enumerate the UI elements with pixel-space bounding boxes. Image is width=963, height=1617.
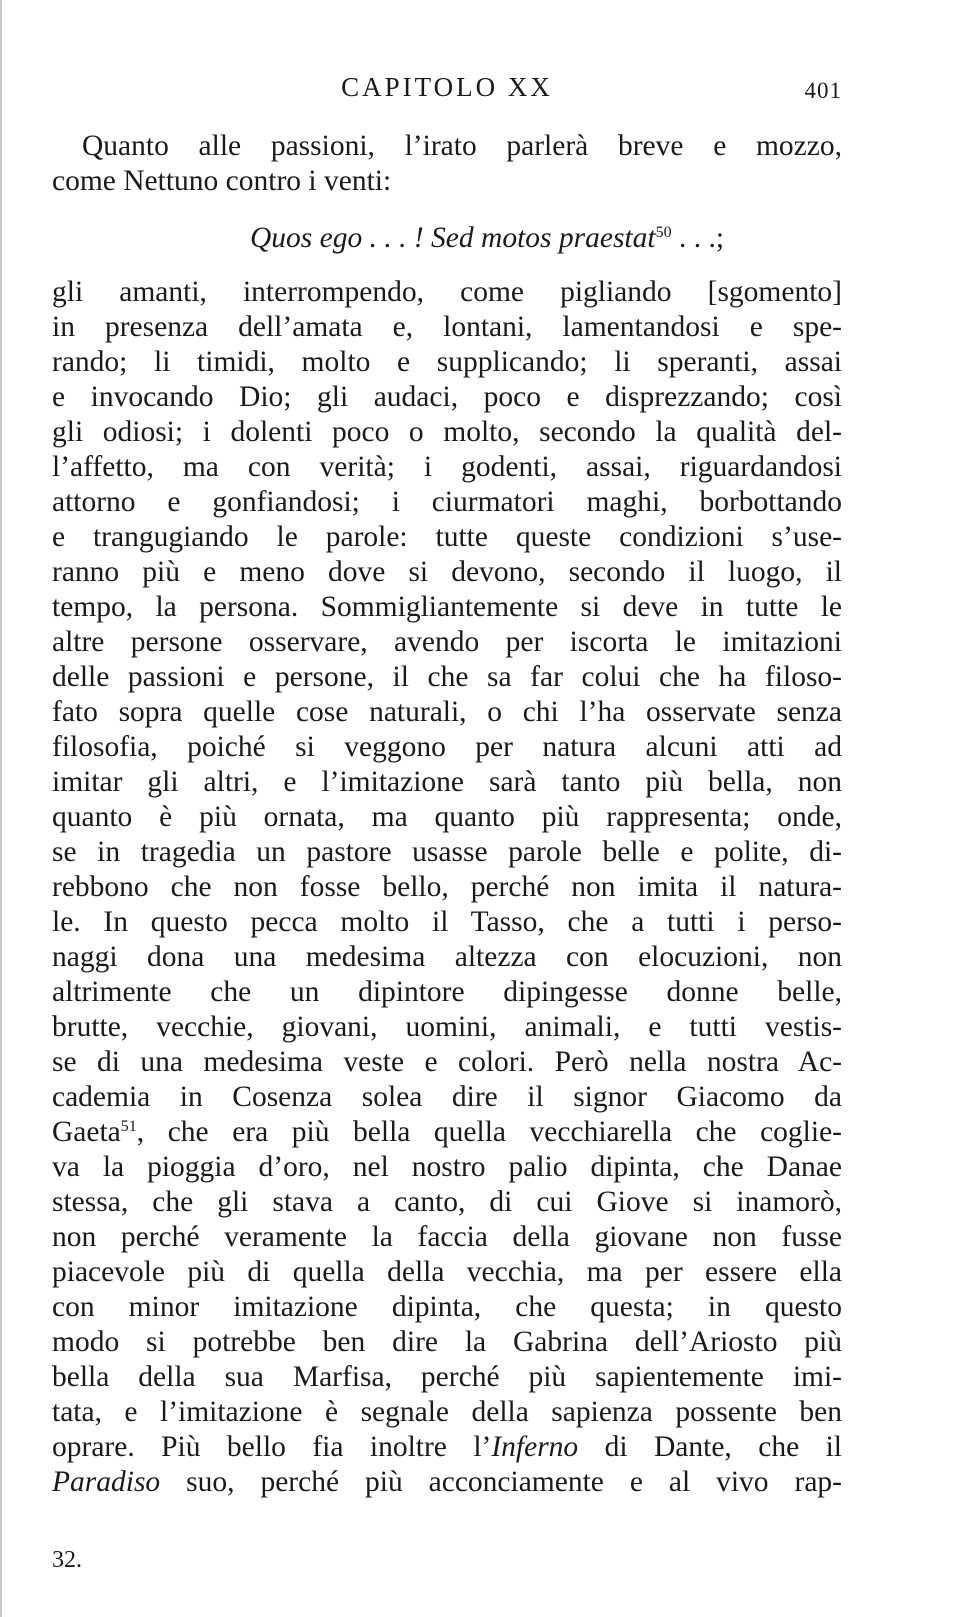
text-line: fato sopra quelle cose naturali, o chi l’ha osservate senza — [52, 696, 842, 728]
text-line: Quanto alle passioni, l’irato parlerà breve e mozzo, — [82, 130, 842, 162]
text-line: in presenza dell’amata e, lontani, lamentandosi e spe- — [52, 311, 842, 343]
text-line: rebbono che non fosse bello, perché non imita il natura- — [52, 871, 842, 903]
text-line: bella della sua Marfisa, perché più sapientemente imi- — [52, 1361, 842, 1393]
text-line: altre persone osservare, avendo per iscorta le imitazioni — [52, 626, 842, 658]
body-text — [52, 129, 842, 1500]
text-line: va la pioggia d’oro, nel nostro palio dipinta, che Danae — [52, 1151, 842, 1183]
text-line: se di una medesima veste e colori. Però nella nostra Ac- — [52, 1046, 842, 1078]
text-line: ranno più e meno dove si devono, secondo il luogo, il — [52, 556, 842, 588]
text-span: oprare. Più bello fia inoltre l’ — [52, 1431, 492, 1463]
text-line: tempo, la persona. Sommigliantemente si deve in tutte le — [52, 591, 842, 623]
text-span: Gaeta — [52, 1116, 121, 1148]
text-line: attorno e gonfiandosi; i ciurmatori maghi, borbottando — [52, 486, 842, 518]
page-header — [52, 72, 842, 112]
text-line: modo si potrebbe ben dire la Gabrina dell’Ariosto più — [52, 1326, 842, 1358]
text-line: rando; li timidi, molto e supplicando; li speranti, assai — [52, 346, 842, 378]
text-line: delle passioni e persone, il che sa far colui che ha filoso- — [52, 661, 842, 693]
work-title-paradiso: Paradiso — [52, 1466, 161, 1498]
signature-mark: 32. — [52, 1547, 82, 1573]
work-title-inferno: Inferno — [491, 1431, 579, 1463]
footnote-marker: 50 — [655, 224, 672, 241]
running-title: CAPITOLO XX — [341, 72, 553, 102]
footnote-marker: 51 — [120, 1118, 137, 1135]
text-span: suo, perché più acconciamente e al vivo rap- — [160, 1466, 842, 1498]
text-line: se in tragedia un pastore usasse parole belle e polite, di- — [52, 836, 842, 868]
text-line: filosofia, poiché si veggono per natura alcuni atti ad — [52, 731, 842, 763]
text-line — [52, 1465, 842, 1500]
text-line: piacevole più di quella della vecchia, ma per essere ella — [52, 1256, 842, 1288]
page-edge-rule — [0, 0, 2, 1617]
text-line: le. In questo pecca molto il Tasso, che a tutti i perso- — [52, 906, 842, 938]
text-line: gli odiosi; i dolenti poco o molto, secondo la qualità del- — [52, 416, 842, 448]
text-line — [52, 1115, 842, 1150]
text-line: e invocando Dio; gli audaci, poco e disprezzando; così — [52, 381, 842, 413]
verse-text: Quos ego . . . ! Sed motos praestat — [249, 222, 656, 254]
text-line: non perché veramente la faccia della giovane non fusse — [52, 1221, 842, 1253]
text-line: altrimente che un dipintore dipingesse donne belle, — [52, 976, 842, 1008]
text-span: di Dante, che il — [578, 1431, 842, 1463]
text-line: gli amanti, interrompendo, come pigliando [sgomento] — [52, 276, 842, 308]
text-line: brutte, vecchie, giovani, uomini, animali, e tutti vestis- — [52, 1011, 842, 1043]
text-line: imitar gli altri, e l’imitazione sarà tanto più bella, non — [52, 766, 842, 798]
text-line: quanto è più ornata, ma quanto più rappresenta; onde, — [52, 801, 842, 833]
text-line: come Nettuno contro i venti: — [52, 165, 392, 197]
text-line: con minor imitazione dipinta, che questa; in questo — [52, 1291, 842, 1323]
text-line: tata, e l’imitazione è segnale della sapienza possente ben — [52, 1396, 842, 1428]
verse-tail: . . .; — [671, 222, 725, 254]
text-line: e trangugiando le parole: tutte queste condizioni s’use- — [52, 521, 842, 553]
verse-quotation — [52, 199, 842, 271]
page-number: 401 — [804, 78, 842, 103]
text-line: cademia in Cosenza solea dire il signor Giacomo da — [52, 1081, 842, 1113]
text-line: stessa, che gli stava a canto, di cui Giove si inamorò, — [52, 1186, 842, 1218]
text-line: naggi dona una medesima altezza con elocuzioni, non — [52, 941, 842, 973]
text-span: , che era più bella quella vecchiarella che coglie- — [136, 1116, 842, 1148]
text-line: l’affetto, ma con verità; i godenti, assai, riguardandosi — [52, 451, 842, 483]
text-line — [52, 1430, 842, 1465]
